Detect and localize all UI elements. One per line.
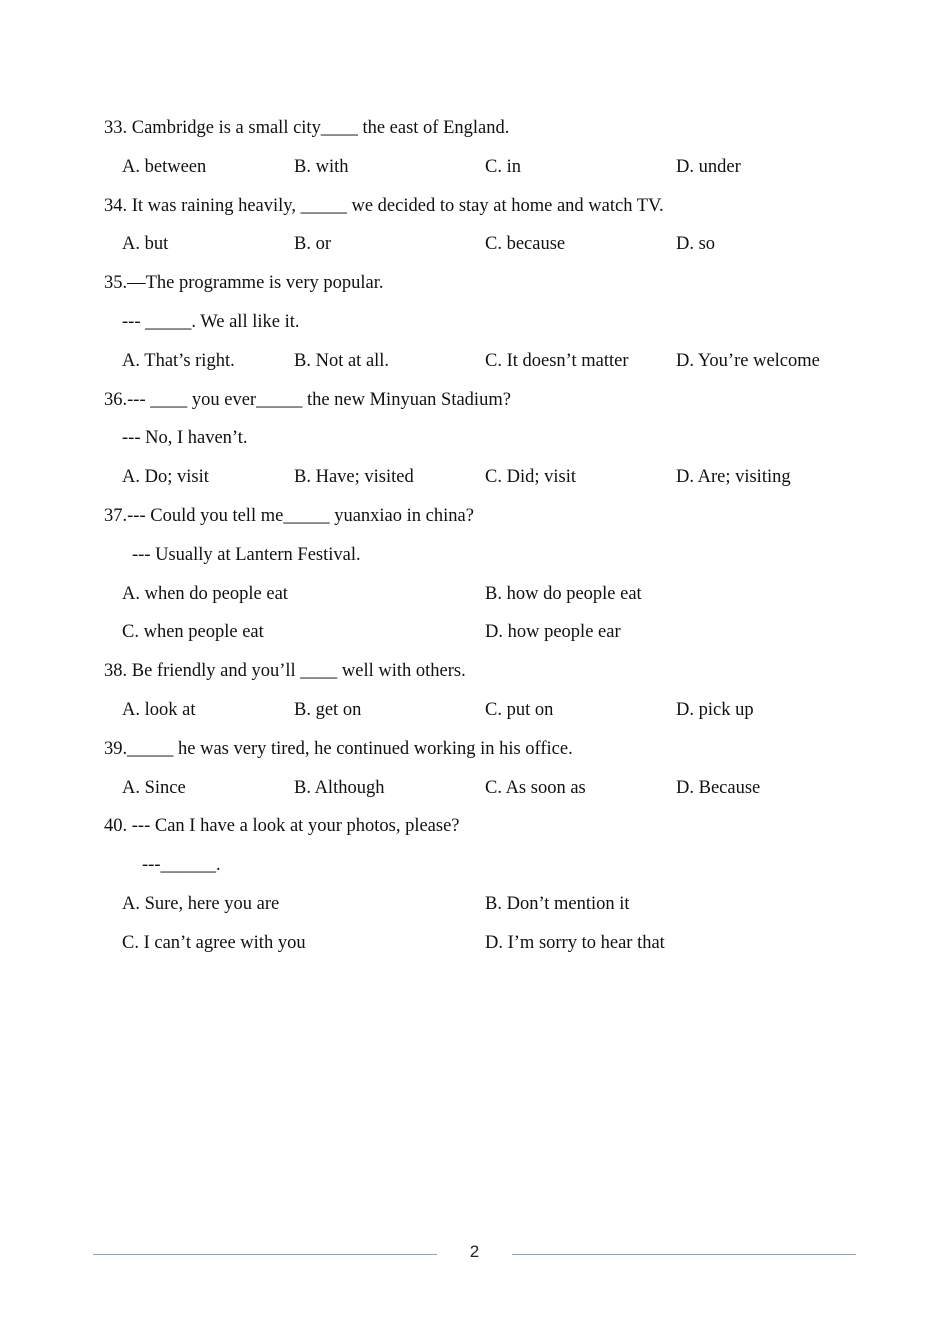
option-35-b: B. Not at all. [294, 350, 390, 371]
options-row-40-cd [104, 931, 864, 970]
option-37-d: D. how people ear [485, 622, 621, 643]
option-36-a: A. Do; visit [122, 467, 209, 488]
option-34-c: C. because [485, 234, 566, 255]
option-36-c: C. Did; visit [485, 467, 576, 488]
option-40-a: A. Sure, here you are [122, 893, 280, 914]
question-stem-38: 38. Be friendly and you’ll ____ well with others. [104, 661, 466, 682]
question-stem-36: 36.--- ____ you ever_____ the new Minyuan Stadium? [104, 389, 511, 410]
option-37-c: C. when people eat [122, 622, 264, 643]
options-row-40-ab [104, 892, 864, 931]
question-reply-40: ---______. [142, 855, 221, 876]
question-list [104, 116, 864, 970]
page-footer [93, 1241, 856, 1267]
option-37-a: A. when do people eat [122, 583, 288, 604]
options-row-38 [104, 698, 864, 737]
question-stem-35: 35.—The programme is very popular. [104, 273, 384, 294]
option-33-c: C. in [485, 156, 521, 177]
option-39-d: D. Because [676, 777, 761, 798]
option-39-b: B. Although [294, 777, 385, 798]
question-reply-36: --- No, I haven’t. [122, 428, 248, 449]
option-33-a: A. between [122, 156, 207, 177]
options-row-34 [104, 232, 864, 271]
options-row-36 [104, 465, 864, 504]
option-39-a: A. Since [122, 777, 186, 798]
option-38-b: B. get on [294, 699, 362, 720]
option-34-a: A. but [122, 234, 169, 255]
option-36-d: D. Are; visiting [676, 467, 791, 488]
option-40-c: C. I can’t agree with you [122, 932, 306, 953]
footer-rule-right [512, 1254, 856, 1255]
option-36-b: B. Have; visited [294, 467, 414, 488]
question-reply-35: --- _____. We all like it. [122, 311, 300, 332]
option-34-b: B. or [294, 234, 331, 255]
footer-rule-left [93, 1254, 437, 1255]
option-39-c: C. As soon as [485, 777, 586, 798]
option-35-d: D. You’re welcome [676, 350, 820, 371]
options-row-37-cd [104, 620, 864, 659]
option-34-d: D. so [676, 234, 716, 255]
option-38-a: A. look at [122, 699, 196, 720]
question-stem-37: 37.--- Could you tell me_____ yuanxiao in china? [104, 505, 474, 526]
option-38-c: C. put on [485, 699, 554, 720]
question-reply-37: --- Usually at Lantern Festival. [132, 544, 361, 565]
option-40-b: B. Don’t mention it [485, 893, 630, 914]
page-number: 2 [469, 1242, 480, 1261]
option-37-b: B. how do people eat [485, 583, 642, 604]
question-stem-34: 34. It was raining heavily, _____ we decided to stay at home and watch TV. [104, 195, 664, 216]
option-40-d: D. I’m sorry to hear that [485, 932, 665, 953]
options-row-35 [104, 349, 864, 388]
option-35-a: A. That’s right. [122, 350, 235, 371]
option-33-d: D. under [676, 156, 741, 177]
option-35-c: C. It doesn’t matter [485, 350, 629, 371]
options-row-37-ab [104, 582, 864, 621]
question-stem-33: 33. Cambridge is a small city____ the east of England. [104, 118, 510, 138]
options-row-39 [104, 776, 864, 815]
option-33-b: B. with [294, 156, 349, 177]
option-38-d: D. pick up [676, 699, 754, 720]
question-stem-40: 40. --- Can I have a look at your photos, please? [104, 816, 460, 837]
question-stem-39: 39._____ he was very tired, he continued working in his office. [104, 738, 573, 759]
options-row-33 [104, 155, 864, 194]
